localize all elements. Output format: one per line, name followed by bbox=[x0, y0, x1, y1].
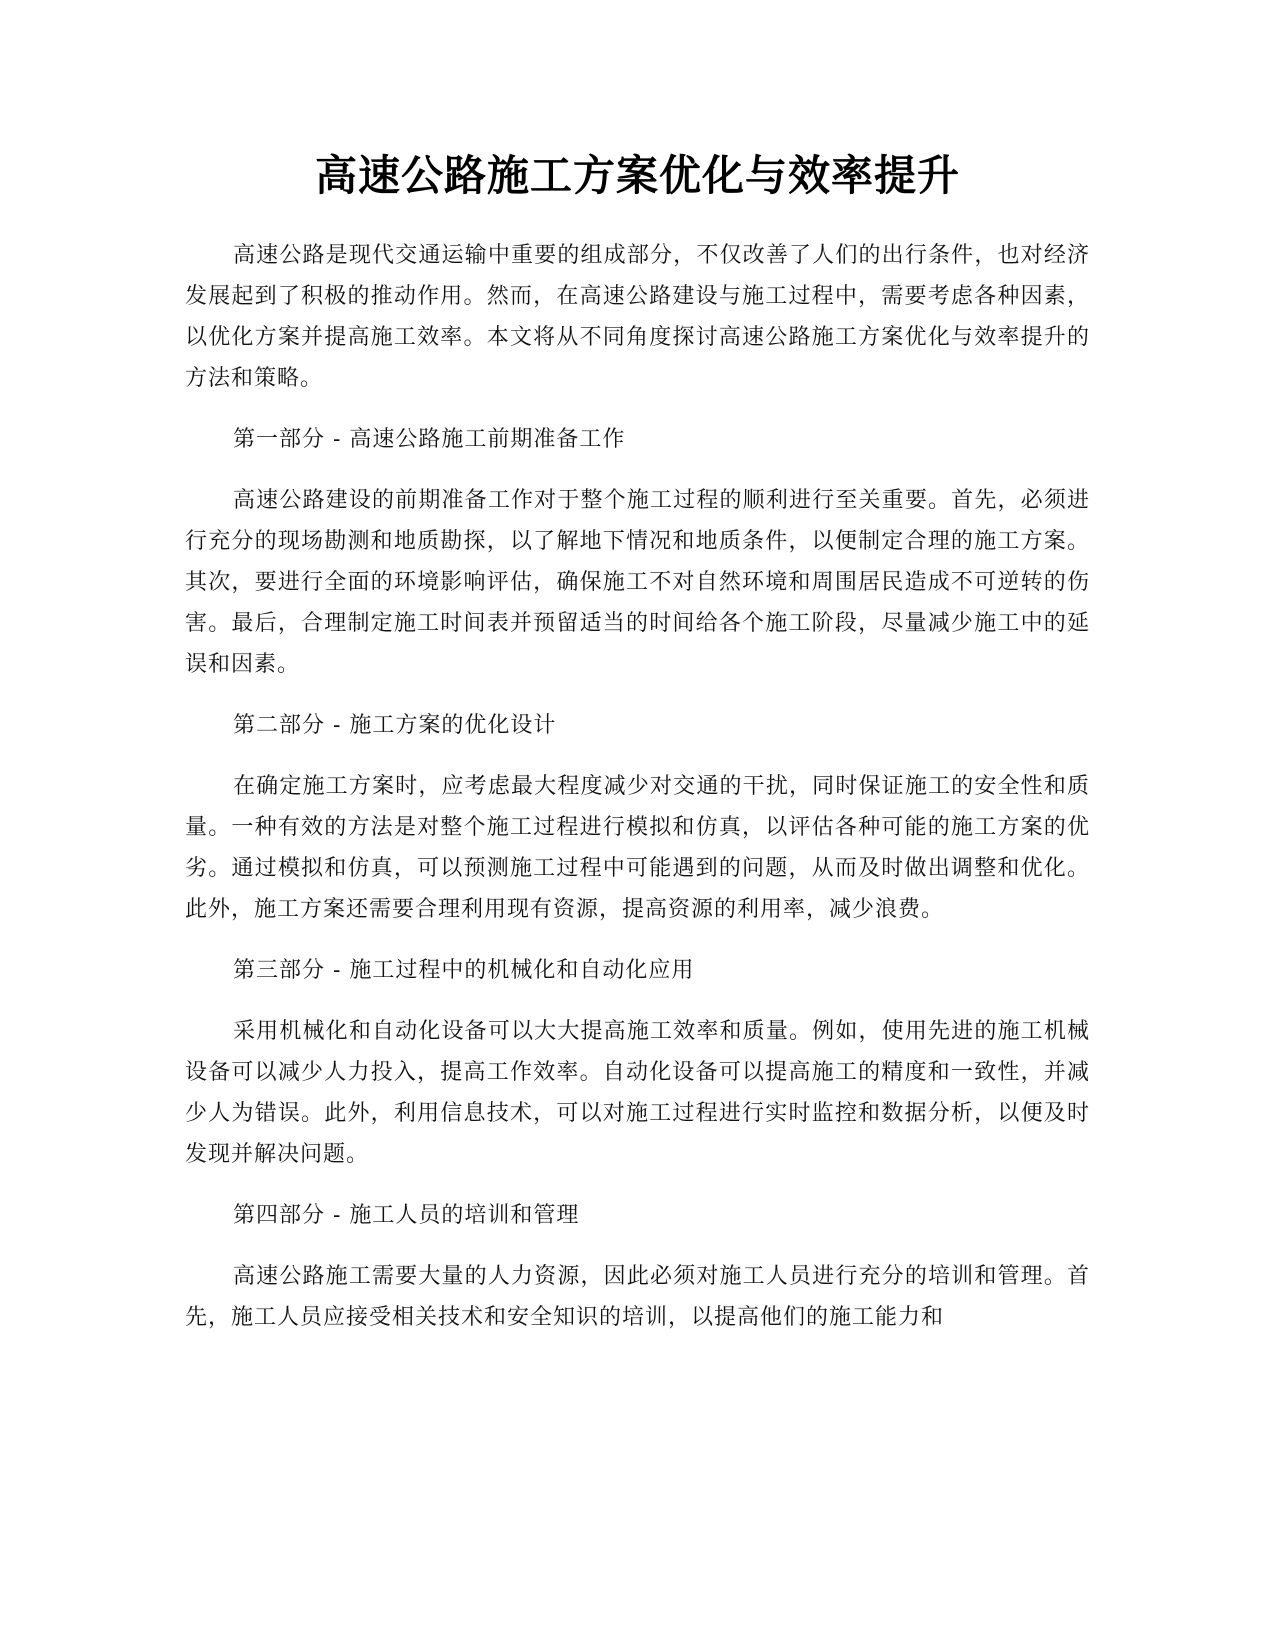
intro-paragraph: 高速公路是现代交通运输中重要的组成部分，不仅改善了人们的出行条件，也对经济发展起到了积极的推动作用。然而，在高速公路建设与施工过程中，需要考虑各种因素，以优化方案并提高施工效率。本文将从不同角度探讨高速公路施工方案优化与效率提升的方法和策略。 bbox=[185, 243, 1090, 391]
section-4-heading: 第四部分 - 施工人员的培训和管理 bbox=[233, 1203, 580, 1228]
section-4-paragraph: 高速公路施工需要大量的人力资源，因此必须对施工人员进行充分的培训和管理。首先，施工人员应接受相关技术和安全知识的培训，以提高他们的施工能力和 bbox=[185, 1264, 1090, 1330]
section-1-heading: 第一部分 - 高速公路施工前期准备工作 bbox=[233, 427, 626, 452]
document-title: 高速公路施工方案优化与效率提升 bbox=[314, 151, 960, 200]
section-2-heading: 第二部分 - 施工方案的优化设计 bbox=[233, 713, 557, 738]
section-3-paragraph: 采用机械化和自动化设备可以大大提高施工效率和质量。例如，使用先进的施工机械设备可以减少人力投入，提高工作效率。自动化设备可以提高施工的精度和一致性，并减少人为错误。此外，利用信息技术，可以对施工过程进行实时监控和数据分析，以便及时发现并解决问题。 bbox=[185, 1019, 1090, 1167]
section-3-heading: 第三部分 - 施工过程中的机械化和自动化应用 bbox=[233, 958, 695, 983]
section-1-paragraph: 高速公路建设的前期准备工作对于整个施工过程的顺利进行至关重要。首先，必须进行充分的现场勘测和地质勘探，以了解地下情况和地质条件，以便制定合理的施工方案。其次，要进行全面的环境影响评估，确保施工不对自然环境和周围居民造成不可逆转的伤害。最后，合理制定施工时间表并预留适当的时间给各个施工阶段，尽量减少施工中的延误和因素。 bbox=[185, 488, 1090, 677]
document-body bbox=[185, 235, 1090, 1358]
section-2-paragraph: 在确定施工方案时，应考虑最大程度减少对交通的干扰，同时保证施工的安全性和质量。一种有效的方法是对整个施工过程进行模拟和仿真，以评估各种可能的施工方案的优劣。通过模拟和仿真，可以预测施工过程中可能遇到的问题，从而及时做出调整和优化。此外，施工方案还需要合理利用现有资源，提高资源的利用率，减少浪费。 bbox=[185, 774, 1090, 922]
